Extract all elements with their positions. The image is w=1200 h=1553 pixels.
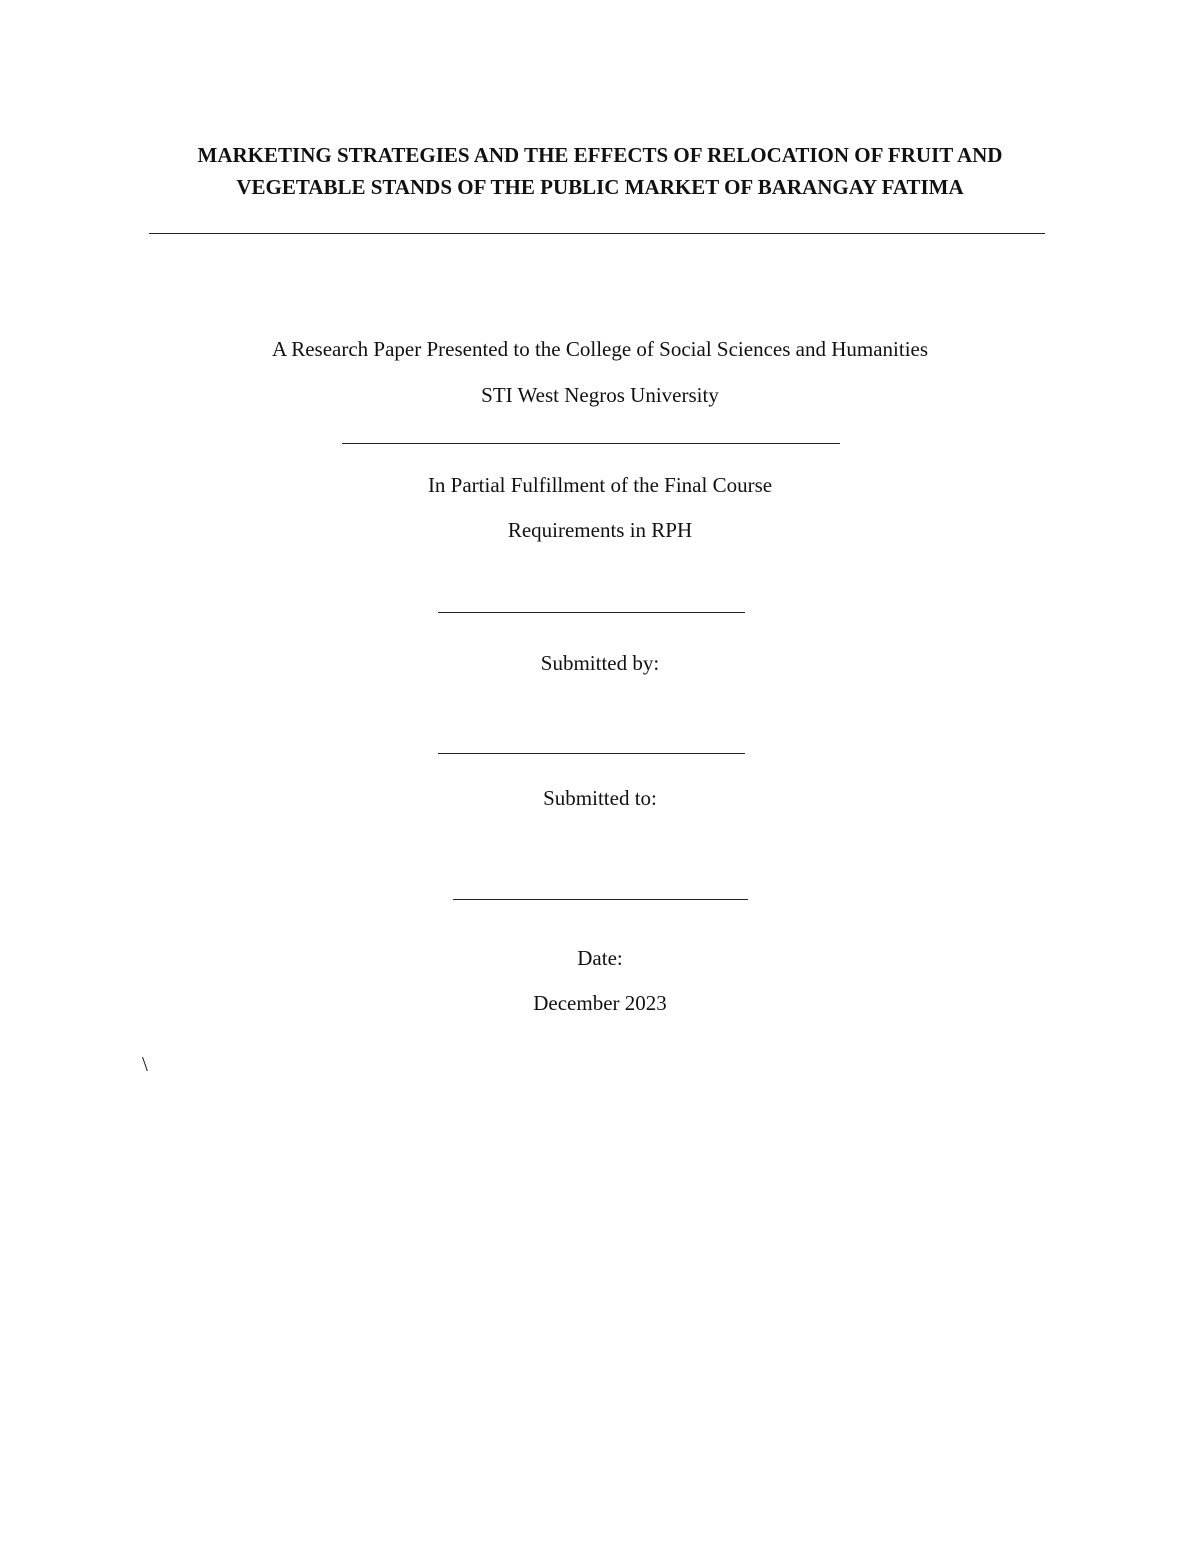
separator-line-2: [438, 753, 745, 754]
separator-line-1: [438, 612, 745, 613]
fulfillment-line-2: Requirements in RPH: [507, 518, 693, 542]
university-underline: [342, 443, 840, 444]
submitted-by-label: Submitted by:: [540, 651, 660, 675]
separator-line-3: [453, 899, 748, 900]
title-line-2: VEGETABLE STANDS OF THE PUBLIC MARKET OF BARANGAY FATIMA: [236, 175, 964, 199]
fulfillment-line-1: In Partial Fulfillment of the Final Course: [427, 473, 773, 497]
date-value: December 2023: [533, 991, 667, 1015]
title-line-1: MARKETING STRATEGIES AND THE EFFECTS OF RELOCATION OF FRUIT AND: [197, 143, 1003, 167]
date-label: Date:: [577, 946, 623, 970]
university-name: STI West Negros University: [481, 383, 719, 407]
title-underline: [149, 233, 1045, 234]
submitted-to-label: Submitted to:: [543, 786, 657, 810]
presented-to-text: A Research Paper Presented to the College of Social Sciences and Humanities: [271, 337, 929, 361]
stray-backslash: \: [142, 1052, 148, 1076]
